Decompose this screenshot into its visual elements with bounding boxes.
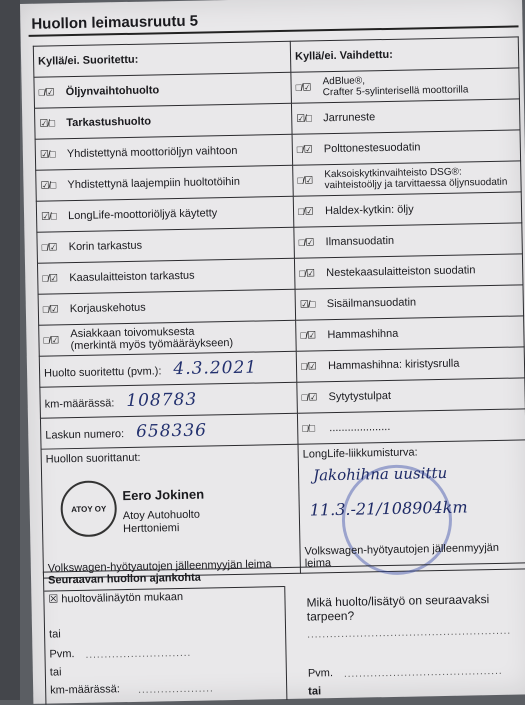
or-label-1: tai	[48, 628, 61, 641]
checkbox-pair-icon[interactable]: □/□	[302, 423, 315, 435]
service-record-page	[20, 0, 525, 704]
right-row-1[interactable]	[291, 99, 520, 134]
item-label: Hammashihna	[327, 327, 399, 342]
item-label: Yhdistettynä moottoriöljyn vaihtoon	[66, 144, 238, 161]
left-row-2[interactable]	[35, 134, 293, 170]
service-grid	[33, 36, 525, 578]
left-row-8[interactable]	[39, 320, 297, 356]
right-row-3[interactable]	[293, 161, 522, 196]
checkbox-pair-icon[interactable]: □/☑	[296, 144, 312, 156]
next-km-line[interactable]: ....................	[138, 683, 214, 696]
checkbox-pair-icon[interactable]: ☑/□	[40, 211, 56, 223]
right-row-10[interactable]	[297, 378, 525, 413]
next-service-heading: Seuraavan huollon ajankohta	[47, 571, 201, 587]
next-work-line[interactable]: ......................................................	[307, 625, 512, 641]
stamp-company: Atoy Autohuolto	[122, 508, 201, 523]
right-header: Kyllä/ei. Vaihdettu:	[290, 37, 519, 72]
left-row-6[interactable]	[37, 258, 295, 294]
invoice-number-field[interactable]	[40, 413, 298, 449]
atoy-logo-icon: ATOY OY	[60, 480, 117, 537]
item-label: Sytytystulpat	[328, 389, 392, 404]
item-label: ....................	[329, 421, 391, 435]
checkbox-pair-icon[interactable]: □/☑	[298, 237, 314, 249]
next-date-label: Pvm.	[49, 648, 75, 661]
interval-option[interactable]: ☒ huoltovälinäytön mukaan	[48, 590, 184, 606]
item-label: Haldex-kytkin: öljy	[324, 203, 414, 218]
field-label: km-määrässä:	[44, 397, 115, 411]
item-label: AdBlue®, Crafter 5-sylinterisellä moottorilla	[322, 75, 469, 99]
item-label: Yhdistettynä laajempiin huoltotöihin	[67, 175, 241, 192]
next-work-question: Mikä huolto/lisätyö on seuraavaksi tarpeen?	[306, 592, 490, 624]
field-label: Huolto suoritettu (pvm.):	[43, 365, 162, 380]
checkbox-pair-icon[interactable]: □/☑	[297, 206, 313, 218]
performer-label: Huollon suorittanut:	[45, 451, 141, 466]
right-row-8[interactable]	[296, 316, 525, 351]
stamp-name: Eero Jokinen	[122, 486, 205, 504]
field-label: Laskun numero:	[45, 428, 125, 442]
next-service-section	[43, 562, 525, 704]
checkbox-pair-icon[interactable]: □/☑	[297, 175, 313, 187]
handwritten-value: 108783	[126, 389, 198, 412]
next-date-line[interactable]: ............................	[85, 647, 192, 661]
right-row-2[interactable]	[292, 130, 521, 165]
page-title: Huollon leimausruutu 5	[31, 12, 199, 33]
checkbox-pair-icon[interactable]: □/☑	[300, 361, 316, 373]
checkbox-pair-icon[interactable]: ☑/□	[296, 113, 312, 125]
stamp-location: Herttoniemi	[122, 522, 180, 536]
right-or-label: tai	[308, 685, 322, 698]
right-row-7[interactable]	[295, 285, 524, 320]
handwritten-note-2: 11.3.-21/108904km	[309, 497, 468, 520]
or-label-2: tai	[49, 666, 62, 679]
longlife-label: LongLife-liikkumisturva:	[302, 446, 418, 461]
item-label: Öljynvaihtohuolto	[65, 84, 160, 99]
right-row-9[interactable]	[296, 347, 525, 382]
item-label: LongLife-moottoriöljyä käytetty	[67, 207, 218, 223]
next-km-label: km-määrässä:	[50, 683, 120, 697]
checkbox-pair-icon[interactable]: □/☑	[301, 392, 317, 404]
checkbox-pair-icon[interactable]: □/☑	[43, 335, 59, 347]
checkbox-pair-icon[interactable]: □/☑	[42, 273, 58, 285]
service-km-field[interactable]	[40, 382, 298, 418]
checkbox-pair-icon[interactable]: □/☑	[300, 330, 316, 342]
left-row-0[interactable]	[34, 72, 292, 108]
item-label: Kaksoiskytkinvaihteisto DSG®: vaihteistoöljy ja tarvittaessa öljynsuodatin	[324, 166, 508, 192]
item-label: Jarruneste	[323, 111, 376, 125]
left-row-4[interactable]	[36, 196, 294, 232]
item-label: Korjauskehotus	[69, 301, 146, 316]
checkbox-pair-icon[interactable]: □/☑	[295, 82, 311, 94]
left-row-7[interactable]	[38, 289, 296, 325]
binder-spine	[0, 0, 20, 700]
right-date-line[interactable]: ..........................................	[343, 665, 503, 680]
right-row-6[interactable]	[294, 254, 523, 289]
handwritten-value: 4.3.2021	[173, 357, 258, 380]
right-row-5[interactable]	[294, 223, 523, 258]
item-label: Ilmansuodatin	[325, 234, 395, 249]
checkbox-pair-icon[interactable]: □/☑	[41, 242, 57, 254]
dealer-stamp-label: Volkswagen-hyötyautojen jälleenmyyjän leima	[47, 558, 272, 575]
left-row-1[interactable]	[35, 103, 293, 139]
checkbox-pair-icon[interactable]: ☑/□	[39, 118, 55, 130]
checkbox-pair-icon[interactable]: □/☑	[299, 268, 315, 280]
item-label: Korin tarkastus	[68, 239, 143, 254]
right-row-4[interactable]	[293, 192, 522, 227]
handwritten-note-1: Jakohihna uusittu	[312, 463, 448, 485]
item-label: Polttonestesuodatin	[323, 141, 421, 156]
item-label: Kaasulaitteiston tarkastus	[69, 269, 195, 285]
right-row-0[interactable]	[291, 68, 520, 103]
item-label: Hammashihna: kiristysrulla	[327, 357, 460, 373]
checked-checkbox-icon: ☒	[48, 593, 62, 606]
left-row-5[interactable]	[37, 227, 295, 263]
checkbox-pair-icon[interactable]: □/☑	[42, 304, 58, 316]
handwritten-value: 658336	[135, 420, 208, 442]
item-label: Tarkastushuolto	[66, 115, 152, 130]
item-label: Sisäilmansuodatin	[326, 296, 417, 311]
right-date-label: Pvm.	[307, 667, 334, 680]
dealer-stamp-label-2: Volkswagen-hyötyautojen jälleenmyyjän leima	[304, 541, 500, 570]
left-header: Kyllä/ei. Suoritettu:	[33, 41, 291, 77]
checkbox-pair-icon[interactable]: ☑/□	[299, 299, 315, 311]
checkbox-pair-icon[interactable]: ☑/□	[39, 149, 55, 161]
checkbox-pair-icon[interactable]: ☑/□	[40, 180, 56, 192]
item-label: Nestekaasulaitteiston suodatin	[326, 264, 476, 280]
left-row-3[interactable]	[36, 165, 294, 201]
item-label: Asiakkaan toivomuksesta (merkintä myös työmääräykseen)	[70, 325, 234, 353]
right-row-11[interactable]	[297, 409, 525, 444]
performer-stamp-cell[interactable]	[41, 444, 300, 578]
longlife-cell[interactable]	[298, 440, 525, 573]
checkbox-pair-icon[interactable]: □/☑	[38, 87, 54, 99]
service-date-field[interactable]	[39, 351, 297, 387]
